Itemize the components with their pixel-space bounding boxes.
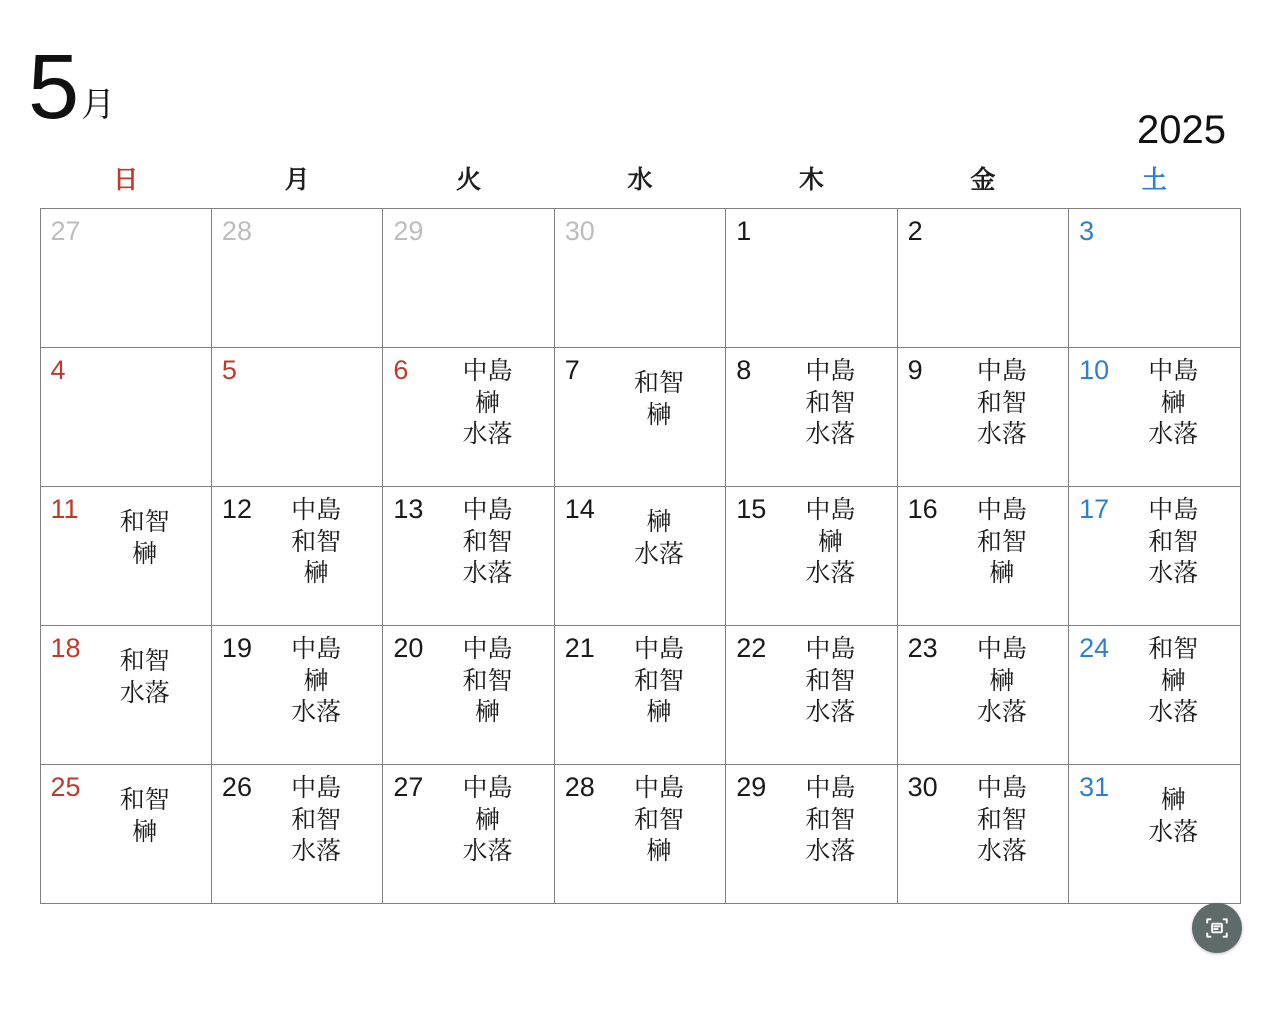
event-label: 水落 [1148,559,1199,587]
calendar-grid [40,208,1241,904]
event-label: 水落 [462,420,513,448]
event-label: 和智 [291,805,342,834]
event-label: 中島 [633,774,684,802]
event-label: 和智 [633,666,684,695]
calendar-day-cell[interactable] [41,626,212,765]
day-number: 31 [1079,772,1110,802]
day-number: 5 [221,355,237,385]
day-events [1113,771,1233,847]
calendar-day-cell[interactable] [555,626,726,765]
day-number: 30 [564,216,595,246]
event-label: 水落 [633,539,684,568]
day-events [427,771,547,867]
event-label: 和智 [1148,635,1199,663]
day-events [85,771,205,847]
calendar-day-cell[interactable] [726,348,897,487]
day-events [256,493,376,589]
day-number: 29 [736,772,767,802]
calendar-day-cell[interactable] [212,626,383,765]
day-number: 9 [907,355,923,385]
event-label: 中島 [633,635,684,663]
event-label: 和智 [976,527,1027,556]
calendar-day-cell[interactable] [383,348,554,487]
day-events [942,493,1062,589]
calendar-day-cell[interactable] [1069,348,1240,487]
day-number: 28 [221,216,252,246]
event-label: 中島 [291,774,342,802]
event-label: 和智 [976,805,1027,834]
day-number: 2 [907,216,923,246]
event-label: 水落 [291,698,342,726]
day-events [770,493,890,589]
day-number: 10 [1079,355,1110,385]
event-label: 中島 [1148,496,1199,524]
day-events [770,215,890,217]
document-scan-icon[interactable] [1192,903,1242,953]
event-label: 中島 [976,635,1027,663]
calendar-header [24,0,1256,160]
calendar-day-cell[interactable] [212,765,383,904]
event-label: 和智 [462,527,513,556]
day-number: 12 [221,494,252,524]
month-number: 5 [28,36,78,138]
day-number: 20 [393,633,424,663]
event-label: 和智 [805,805,856,834]
day-events [85,493,205,569]
weekday-label-2: 火 [456,166,482,194]
weekday-header-row [40,160,1240,200]
day-events [85,632,205,708]
calendar-day-cell[interactable] [898,487,1069,626]
calendar-day-cell[interactable] [41,348,212,487]
calendar-day-cell[interactable] [383,765,554,904]
day-number: 13 [393,494,424,524]
event-label: 榊 [303,666,329,695]
day-number: 18 [50,633,81,663]
calendar-day-cell[interactable] [212,348,383,487]
event-label: 中島 [976,357,1027,385]
event-label: 水落 [462,559,513,587]
calendar-day-cell[interactable] [41,487,212,626]
event-label: 榊 [303,559,329,587]
event-label: 中島 [462,774,513,802]
day-events [256,215,376,217]
event-label: 榊 [475,388,501,417]
calendar-day-cell[interactable] [555,348,726,487]
day-number: 30 [907,772,938,802]
year-label: 2025 [1137,108,1226,152]
day-events [1113,354,1233,450]
calendar-day-cell[interactable] [41,765,212,904]
event-label: 水落 [1148,698,1199,726]
calendar-day-cell[interactable] [555,765,726,904]
event-label: 水落 [462,837,513,865]
day-events [599,354,719,430]
day-events [256,354,376,356]
event-label: 和智 [291,527,342,556]
event-label: 水落 [976,420,1027,448]
day-events [599,493,719,569]
event-label: 和智 [805,666,856,695]
day-number: 7 [564,355,580,385]
day-events [770,632,890,728]
event-label: 中島 [976,496,1027,524]
event-label: 水落 [805,420,856,448]
day-events [942,632,1062,728]
day-number: 27 [50,216,81,246]
day-events [599,632,719,728]
calendar-day-cell[interactable] [898,348,1069,487]
weekday-label-3: 水 [627,166,653,194]
day-number: 19 [221,633,252,663]
event-label: 中島 [805,496,856,524]
day-events [427,215,547,217]
event-label: 中島 [805,774,856,802]
day-number: 25 [50,772,81,802]
event-label: 榊 [1160,666,1186,695]
day-events [427,354,547,450]
day-number: 8 [736,355,752,385]
event-label: 水落 [805,559,856,587]
day-number: 29 [393,216,424,246]
event-label: 榊 [646,400,672,429]
day-number: 3 [1079,216,1095,246]
event-label: 中島 [805,357,856,385]
event-label: 和智 [119,508,170,536]
event-label: 和智 [462,666,513,695]
calendar-day-cell[interactable] [898,209,1069,348]
day-events [942,354,1062,450]
day-events [770,771,890,867]
day-number: 11 [50,494,79,524]
day-number: 26 [221,772,252,802]
weekday-label-5: 金 [970,166,996,194]
event-label: 中島 [462,357,513,385]
day-events [256,771,376,867]
day-events [427,632,547,728]
day-number: 24 [1079,633,1110,663]
event-label: 和智 [805,388,856,417]
calendar-day-cell[interactable] [726,626,897,765]
event-label: 水落 [1148,817,1199,846]
event-label: 榊 [1160,388,1186,417]
event-label: 中島 [976,774,1027,802]
day-events [85,354,205,356]
event-label: 榊 [475,805,501,834]
event-label: 中島 [462,635,513,663]
day-events [599,215,719,217]
day-events [599,771,719,867]
day-events [942,771,1062,867]
event-label: 榊 [132,539,158,568]
day-events [1113,215,1233,217]
calendar-day-cell[interactable] [41,209,212,348]
event-label: 榊 [1160,786,1186,814]
event-label: 水落 [291,837,342,865]
calendar-day-cell[interactable] [726,209,897,348]
event-label: 和智 [633,805,684,834]
calendar-day-cell[interactable] [898,765,1069,904]
event-label: 中島 [291,635,342,663]
event-label: 中島 [462,496,513,524]
event-label: 水落 [805,698,856,726]
day-number: 6 [393,355,409,385]
event-label: 中島 [291,496,342,524]
calendar-day-cell[interactable] [383,487,554,626]
weekday-label-0: 日 [113,166,139,194]
day-number: 15 [736,494,767,524]
event-label: 水落 [1148,420,1199,448]
day-events [85,215,205,217]
event-label: 榊 [475,698,501,726]
calendar-day-cell[interactable] [212,209,383,348]
day-number: 4 [50,355,66,385]
calendar-day-cell[interactable] [726,765,897,904]
event-label: 水落 [119,678,170,707]
event-label: 榊 [817,527,843,556]
event-label: 中島 [805,635,856,663]
event-label: 和智 [976,388,1027,417]
event-label: 水落 [976,837,1027,865]
event-label: 榊 [132,817,158,846]
calendar-day-cell[interactable] [1069,209,1240,348]
day-number: 28 [564,772,595,802]
event-label: 和智 [119,647,170,675]
day-events [1113,632,1233,728]
calendar-day-cell[interactable] [383,626,554,765]
day-events [427,493,547,589]
event-label: 和智 [633,369,684,397]
day-number: 17 [1079,494,1110,524]
event-label: 中島 [1148,357,1199,385]
event-label: 水落 [805,837,856,865]
event-label: 和智 [119,786,170,814]
calendar-day-cell[interactable] [383,209,554,348]
event-label: 榊 [646,698,672,726]
day-events [1113,493,1233,589]
calendar-day-cell[interactable] [898,626,1069,765]
day-events [256,632,376,728]
day-events [942,215,1062,217]
event-label: 榊 [646,837,672,865]
calendar-day-cell[interactable] [1069,765,1240,904]
calendar-day-cell[interactable] [1069,626,1240,765]
calendar-day-cell[interactable] [726,487,897,626]
month-suffix-label: 月 [81,86,116,125]
event-label: 和智 [1148,527,1199,556]
day-number: 21 [564,633,595,663]
day-number: 1 [736,216,752,246]
event-label: 榊 [646,508,672,536]
weekday-label-4: 木 [798,166,824,194]
day-number: 27 [393,772,424,802]
weekday-label-6: 土 [1141,166,1167,194]
calendar-day-cell[interactable] [555,209,726,348]
event-label: 水落 [976,698,1027,726]
day-number: 23 [907,633,938,663]
calendar-day-cell[interactable] [212,487,383,626]
month-title [28,36,116,138]
day-number: 14 [564,494,595,524]
day-number: 22 [736,633,767,663]
calendar-day-cell[interactable] [1069,487,1240,626]
calendar-day-cell[interactable] [555,487,726,626]
event-label: 榊 [989,666,1015,695]
event-label: 榊 [989,559,1015,587]
day-number: 16 [907,494,938,524]
weekday-label-1: 月 [284,166,310,194]
day-events [770,354,890,450]
